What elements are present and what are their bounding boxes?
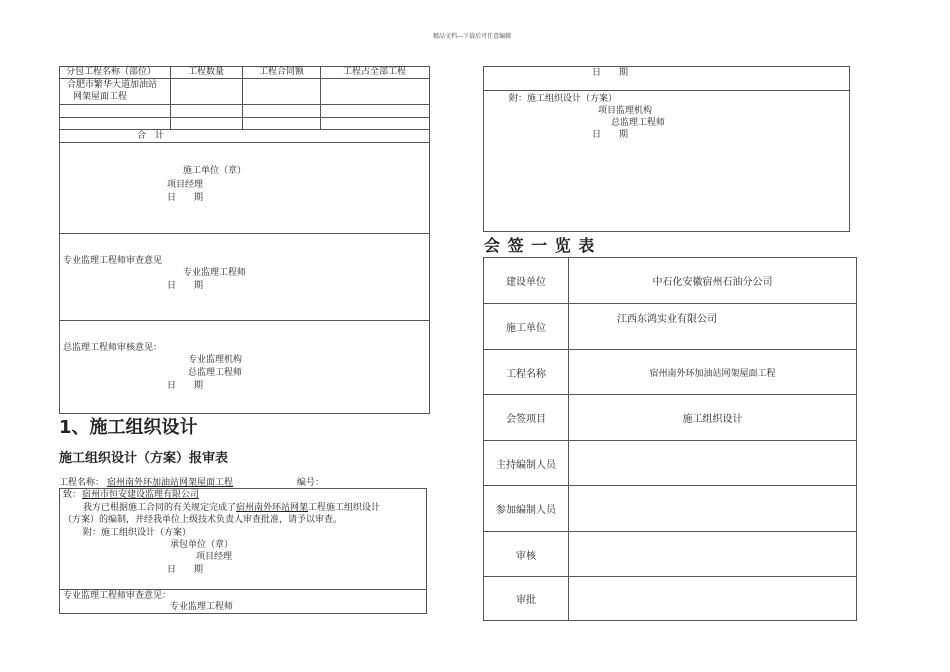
header-watermark: 精品文档---下载后可任意编辑 [433, 33, 512, 40]
project-label: 工程名称： [59, 478, 105, 488]
col-header-name: 分包工程名称（部位） [66, 67, 157, 77]
row1-name-line1: 合肥市繁华大道加油站 [67, 80, 158, 90]
right-date2: 日 期 [592, 130, 629, 140]
col-header-quantity: 工程数量 [188, 67, 225, 77]
right-attachment-box [483, 90, 850, 232]
signoff-value: 中石化安徽宿州石油分公司 [569, 258, 857, 304]
table-row [484, 532, 857, 577]
form-contractor-unit: 承包单位（章） [170, 540, 234, 550]
to-label: 致： [63, 490, 82, 500]
chief-org: 专业监理机构 [188, 355, 243, 365]
form-specialist-engineer: 专业监理工程师 [170, 602, 234, 612]
signoff-value [569, 532, 857, 577]
contractor-unit: 施工单位（章） [183, 166, 247, 176]
specialist-opinion: 专业监理工程师审查意见 [63, 256, 163, 266]
signoff-label: 工程名称 [484, 350, 569, 395]
right-attachment: 附：施工组织设计（方案） [509, 94, 618, 104]
right-date-box [483, 66, 850, 91]
signoff-value [569, 577, 857, 621]
signoff-value [569, 486, 857, 532]
table-row [484, 258, 857, 304]
body-line1: 我方已根据施工合同的有关规定完成了宿州南外环站网架工程施工组织设计 [83, 503, 381, 513]
specialist-engineer: 专业监理工程师 [183, 268, 247, 278]
signoff-table [483, 257, 857, 621]
table-row [484, 304, 857, 350]
right-date: 日 期 [592, 68, 629, 78]
chief-engineer: 总监理工程师 [188, 368, 243, 378]
form-manager: 项目经理 [196, 552, 233, 562]
signoff-label: 主持编制人员 [484, 441, 569, 486]
table-row [484, 350, 857, 395]
col-header-percentage: 工程占全部工程 [343, 67, 407, 77]
project-value: 宿州南外环加油站网架屋面工程 [107, 478, 234, 488]
right-org: 项目监理机构 [598, 106, 653, 116]
chief-opinion: 总监理工程师审核意见： [63, 343, 163, 353]
signoff-title: 会 签 一 览 表 [484, 236, 596, 255]
specialist-date: 日 期 [167, 281, 204, 291]
body-line2: （方案）的编制，并经我单位上级技术负责人审查批准，请予以审查。 [63, 515, 343, 525]
form-specialist-opinion: 专业监理工程师审查意见： [63, 591, 172, 601]
form-date: 日 期 [167, 565, 204, 575]
number-label: 编号： [297, 478, 325, 488]
signoff-label: 建设单位 [484, 258, 569, 304]
contractor-date: 日 期 [167, 193, 204, 203]
table-row [484, 486, 857, 532]
section-heading: 1、施工组织设计 [59, 417, 198, 438]
table-row [484, 441, 857, 486]
signoff-label: 施工单位 [484, 304, 569, 350]
contractor-manager: 项目经理 [167, 180, 204, 190]
chief-date: 日 期 [167, 381, 204, 391]
form-attachment: 附：施工组织设计（方案） [83, 528, 192, 538]
signoff-value: 施工组织设计 [569, 395, 857, 441]
signoff-value: 宿州南外环加油站网架屋面工程 [569, 350, 857, 395]
total-label: 合 计 [137, 131, 165, 141]
table-row [484, 577, 857, 621]
col-header-contract-amount: 工程合同额 [259, 67, 305, 77]
signoff-label: 审核 [484, 532, 569, 577]
table-border [59, 66, 430, 414]
signoff-label: 审批 [484, 577, 569, 621]
signoff-value: 江西东鸿实业有限公司 [569, 304, 857, 350]
table-row [484, 395, 857, 441]
right-chief: 总监理工程师 [611, 118, 666, 128]
signoff-label: 参加编制人员 [484, 486, 569, 532]
signoff-value [569, 441, 857, 486]
section-subheading: 施工组织设计（方案）报审表 [59, 451, 229, 466]
row1-name-line2: 网架屋面工程 [73, 92, 128, 102]
signoff-label: 会签项目 [484, 395, 569, 441]
to-value: 宿州市恒安建设监理有限公司 [82, 490, 200, 500]
